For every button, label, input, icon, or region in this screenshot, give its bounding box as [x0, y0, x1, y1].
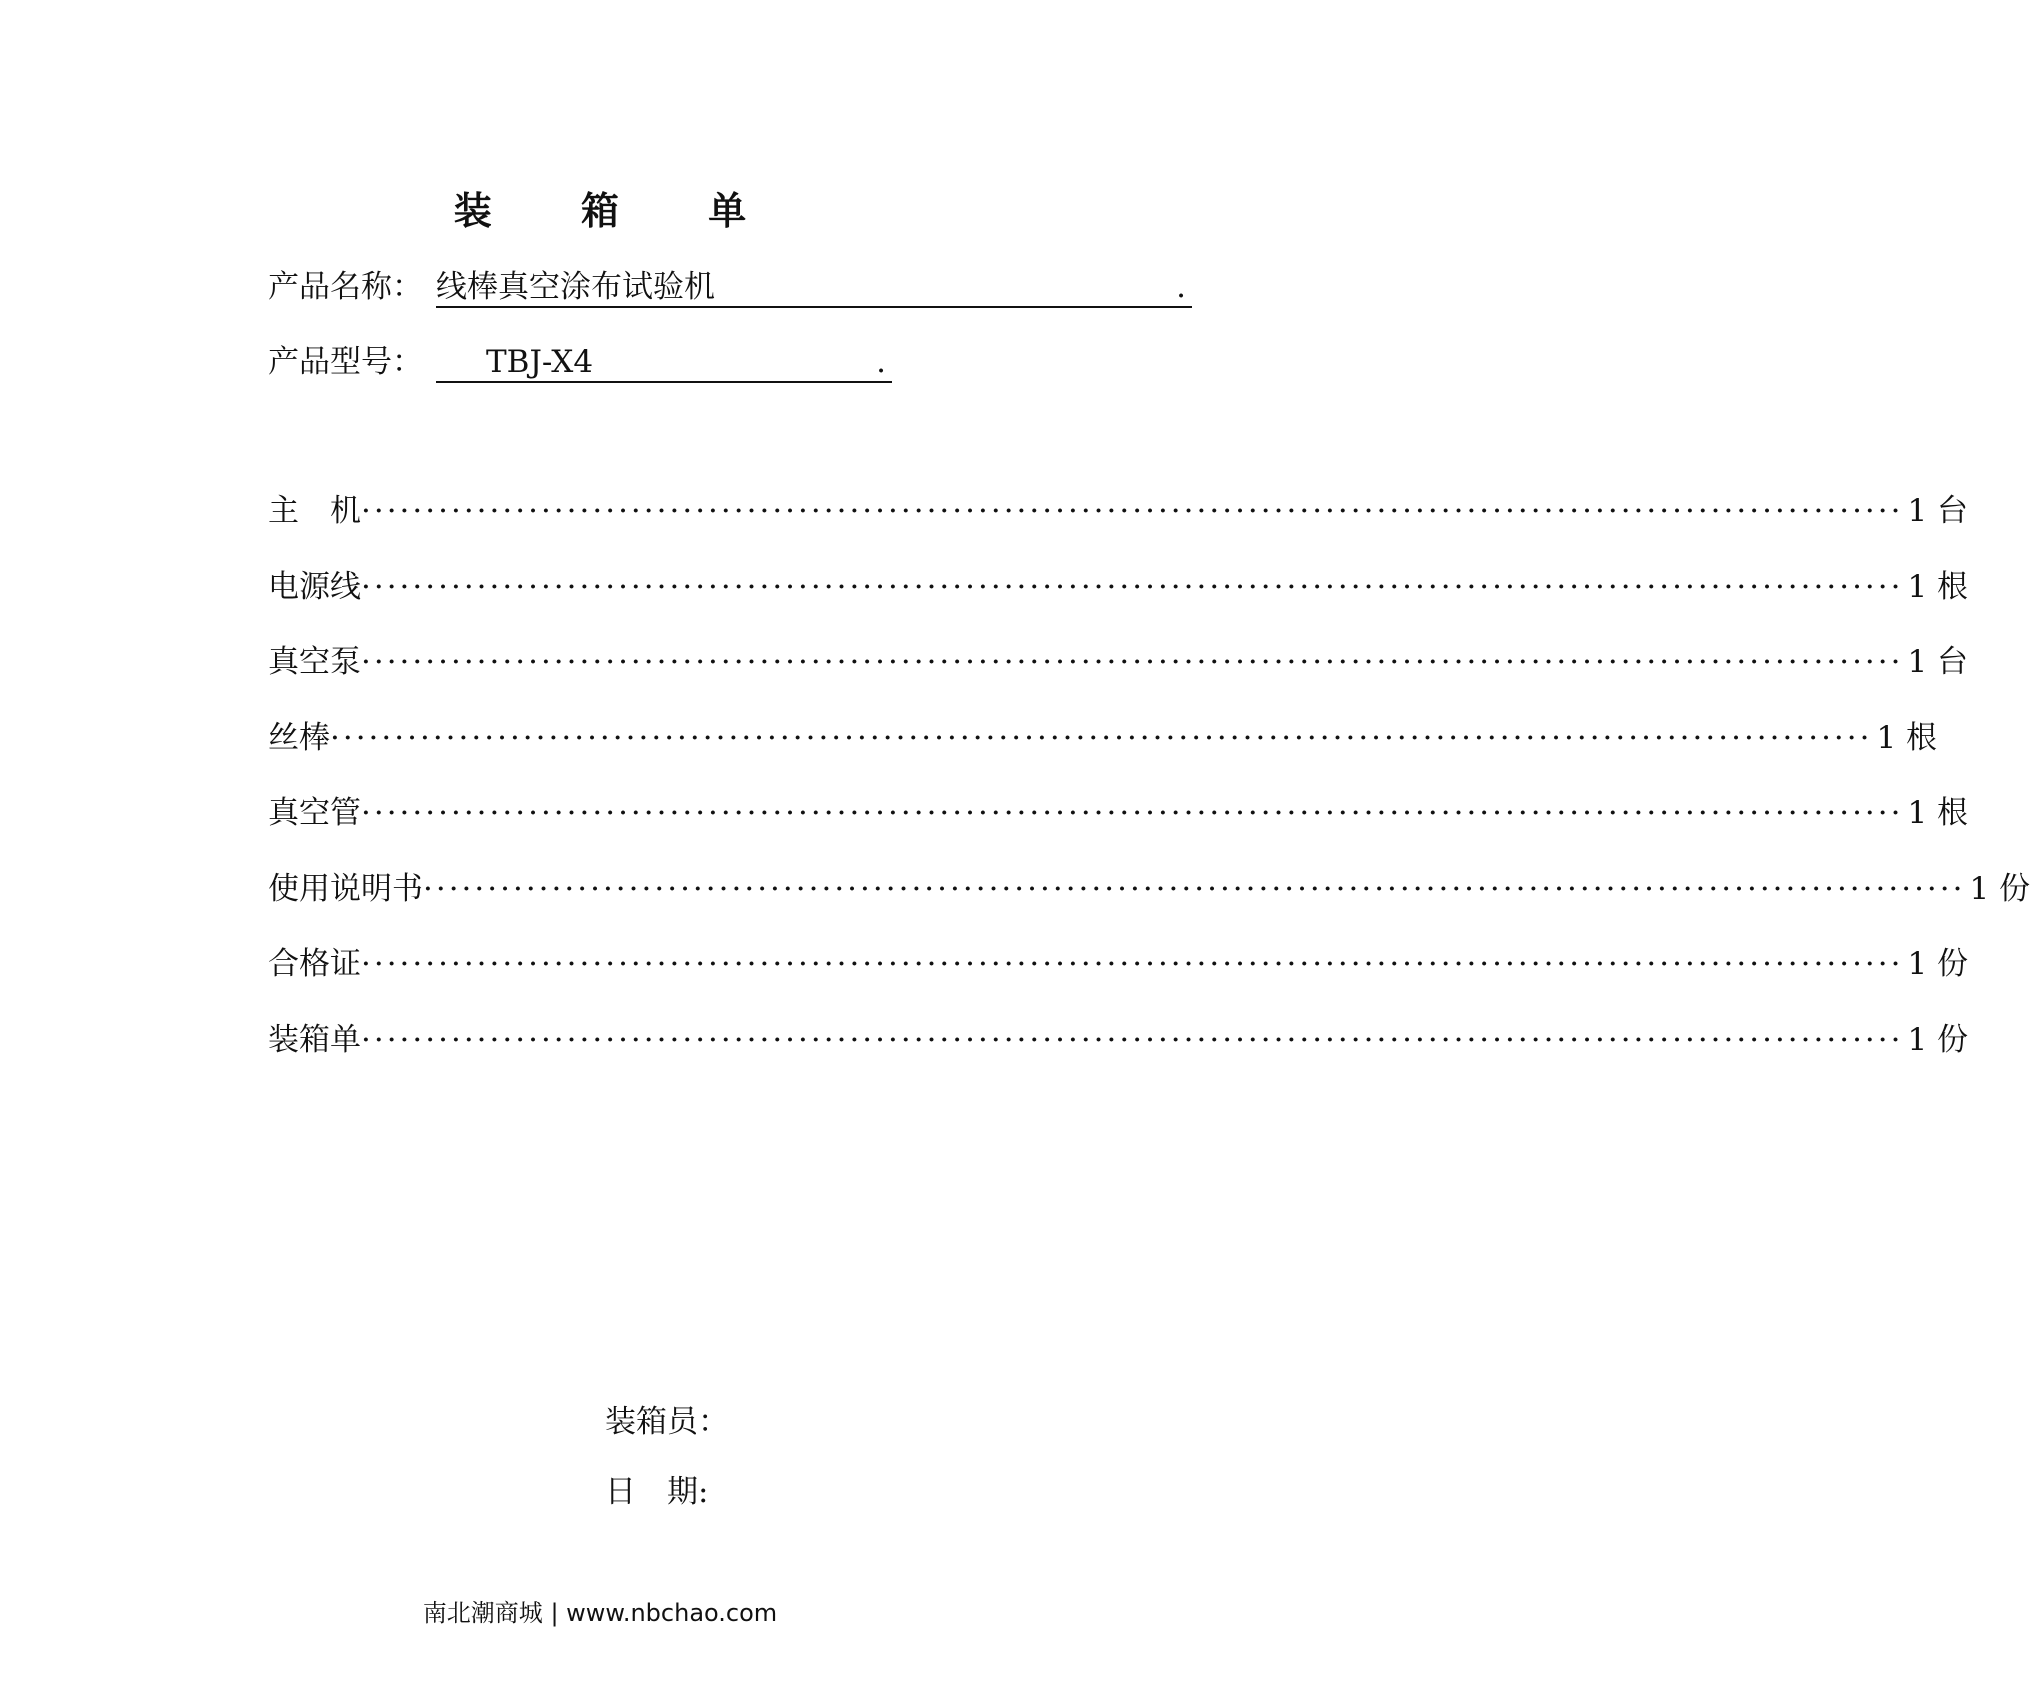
packer-label: 装箱员：	[605, 1404, 729, 1440]
product-name-label: 产品名称：	[268, 269, 423, 305]
product-model-trailing-dot: .	[876, 344, 886, 380]
dot-leader: ························································································································	[361, 493, 1904, 529]
document-title: 装 箱 单	[453, 188, 785, 233]
product-model-row	[268, 341, 886, 383]
item-quantity: 1 根	[1876, 719, 1938, 756]
item-quantity: 1 份	[1969, 870, 2030, 907]
product-name-value-line	[436, 266, 1192, 308]
dot-leader: ························································································································	[361, 795, 1904, 831]
dot-leader: ························································································································	[330, 719, 1873, 756]
item-name: 电源线	[268, 568, 361, 605]
list-item	[268, 490, 1969, 566]
product-model-value: TBJ-X4	[486, 344, 594, 380]
item-quantity: 1 份	[1907, 946, 1969, 982]
item-quantity: 1 份	[1907, 1021, 1969, 1058]
item-name: 合格证	[268, 946, 361, 982]
dot-leader: ························································································································	[361, 1021, 1904, 1058]
dot-leader: ························································································································	[361, 568, 1904, 605]
footer-watermark: 南北潮商城 | www.nbchao.com	[422, 1599, 778, 1627]
dot-leader: ························································································································	[361, 644, 1904, 680]
packing-list	[268, 490, 2030, 1094]
product-model-label: 产品型号：	[268, 344, 423, 380]
dot-leader: ························································································································	[423, 870, 1966, 907]
list-item	[268, 792, 1969, 868]
date-label: 日 期:	[605, 1474, 709, 1510]
item-quantity: 1 根	[1907, 795, 1969, 831]
item-name: 真空管	[268, 795, 361, 831]
item-name: 主 机	[268, 493, 361, 529]
item-name: 装箱单	[268, 1021, 361, 1058]
list-item	[268, 717, 1938, 793]
item-name: 使用说明书	[268, 870, 423, 907]
item-name: 丝棒	[268, 719, 330, 756]
item-name: 真空泵	[268, 644, 361, 680]
product-name-row	[268, 266, 1186, 308]
dot-leader: ························································································································	[361, 946, 1904, 982]
list-item	[268, 641, 1969, 717]
list-item	[268, 1019, 1969, 1095]
product-name-trailing-dot: .	[1176, 269, 1186, 305]
product-name-value: 线棒真空涂布试验机	[436, 269, 715, 305]
item-quantity: 1 台	[1907, 493, 1969, 529]
item-quantity: 1 台	[1907, 644, 1969, 680]
product-model-value-line	[436, 341, 892, 383]
list-item	[268, 868, 2030, 944]
list-item	[268, 566, 1969, 642]
list-item	[268, 943, 1969, 1019]
item-quantity: 1 根	[1907, 568, 1969, 605]
